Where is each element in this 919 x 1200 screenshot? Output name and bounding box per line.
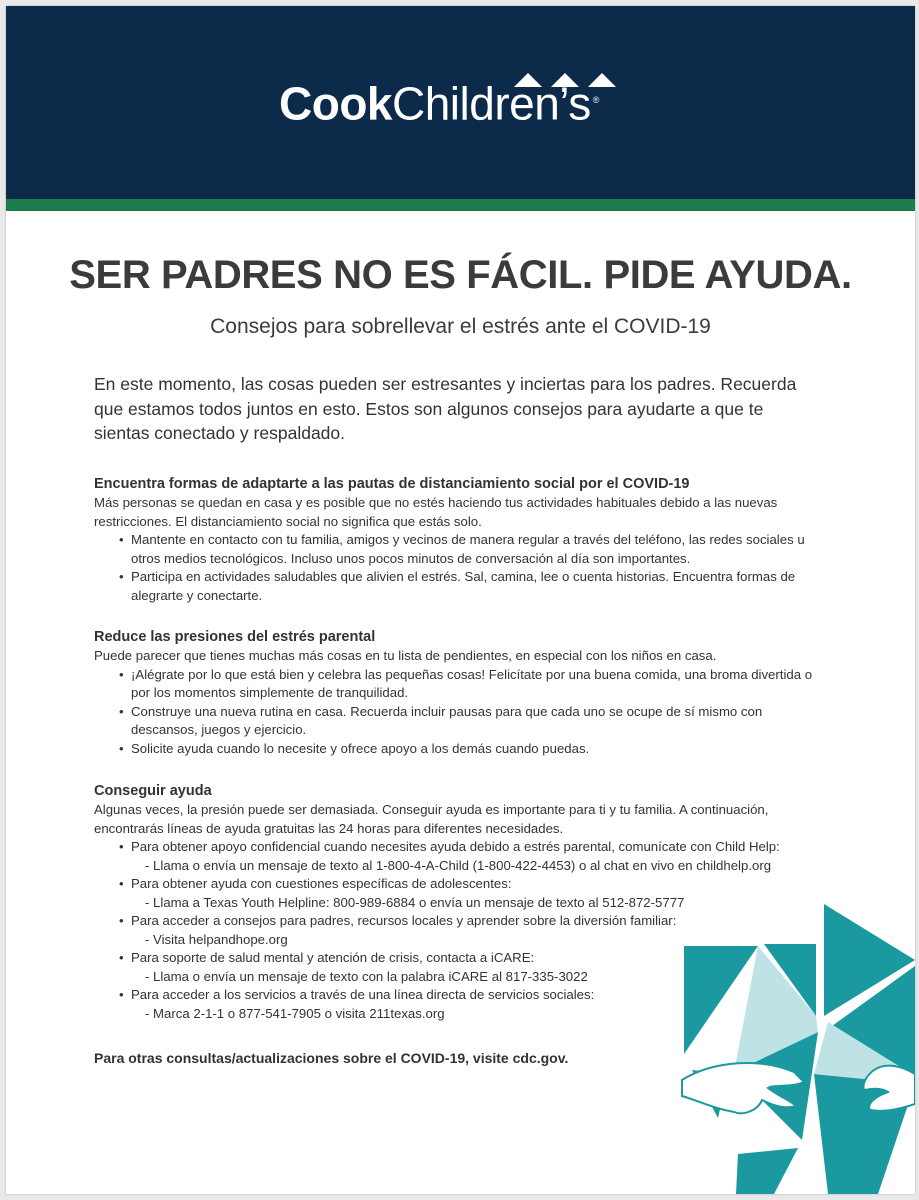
bullet-item	[94, 838, 824, 875]
logo-registered-mark: ®	[592, 95, 599, 105]
bullet-sub-item: - Llama o envía un mensaje de texto con la palabra iCARE al 817-335-3022	[145, 968, 588, 984]
bullet-item	[94, 666, 824, 703]
bullet-text: Para obtener ayuda con cuestiones específicas de adolescentes:	[131, 876, 512, 891]
bullet-text: Para acceder a los servicios a través de una línea directa de servicios sociales:	[131, 987, 595, 1002]
section-body: Algunas veces, la presión puede ser demasiada. Conseguir ayuda es importante para ti y tu familia. A continuación, encontrarás líneas de ayuda gratuitas las 24 horas para diferentes necesidades.	[94, 802, 769, 836]
bullet-text: Participa en actividades saludables que alivien el estrés. Sal, camina, lee o cuenta historias. Encuentra formas de alegrarte y conectarte.	[131, 569, 796, 603]
bullet-item	[94, 531, 824, 568]
page-title: SER PADRES NO ES FÁCIL. PIDE AYUDA.	[69, 253, 852, 297]
bullet-text: Para soporte de salud mental y atención de crisis, contacta a iCARE:	[131, 950, 535, 965]
footer-note: Para otras consultas/actualizaciones sobre el COVID-19, visite cdc.gov.	[94, 1050, 569, 1066]
bullet-sub-item: - Llama a Texas Youth Helpline: 800-989-6884 o envía un mensaje de texto al 512-872-5777	[145, 894, 685, 910]
logo-text-light: Children’s	[392, 77, 591, 130]
bullet-sub-item: - Visita helpandhope.org	[145, 931, 288, 947]
flyer-page	[6, 6, 915, 1194]
page-subtitle: Consejos para sobrellevar el estrés ante el COVID-19	[210, 315, 711, 338]
bullet-item	[94, 740, 824, 759]
section-social-distancing	[94, 474, 824, 605]
section-body: Más personas se quedan en casa y es posible que no estés haciendo tus actividades habituales debido a las nuevas restricciones. El distanciamiento social no significa que estás solo.	[94, 495, 778, 529]
bullet-list	[94, 531, 824, 605]
bullet-sub-item: - Marca 2-1-1 o 877-541-7905 o visita 211texas.org	[145, 1005, 445, 1021]
header-green-stripe	[6, 199, 915, 211]
bullet-text: Para obtener apoyo confidencial cuando necesites ayuda debido a estrés parental, comunícate con Child Help:	[131, 839, 780, 854]
cook-childrens-logo	[279, 70, 599, 133]
section-parental-stress	[94, 627, 824, 758]
bullet-item	[94, 568, 824, 605]
bullet-item	[94, 703, 824, 740]
section-heading: Conseguir ayuda	[94, 783, 212, 799]
bullet-sub-item: - Llama o envía un mensaje de texto al 1-800-4-A-Child (1-800-422-4453) o al chat en vivo en childhelp.org	[145, 857, 772, 873]
section-heading: Reduce las presiones del estrés parental	[94, 629, 376, 645]
header-banner	[6, 6, 915, 199]
bullet-text: Construye una nueva rutina en casa. Recuerda incluir pausas para que cada uno se ocupe de sí mismo con descansos, juegos y ejercicio.	[131, 703, 763, 737]
bullet-list	[94, 666, 824, 759]
logo-text-bold: Cook	[279, 77, 392, 130]
section-heading: Encuentra formas de adaptarte a las pautas de distanciamiento social por el COVID-19	[94, 476, 690, 492]
pinwheel-hands-graphic	[678, 904, 915, 1194]
bullet-text: Para acceder a consejos para padres, recursos locales y aprender sobre la diversión familiar:	[131, 913, 677, 928]
bullet-text: Solicite ayuda cuando lo necesite y ofrece apoyo a los demás cuando puedas.	[131, 740, 590, 756]
section-body: Puede parecer que tienes muchas más cosas en tu lista de pendientes, en especial con los niños en casa.	[94, 648, 717, 663]
bullet-text: ¡Alégrate por lo que está bien y celebra las pequeñas cosas! Felicítate por una buena comida, una broma divertida o por los momentos simplemente de tranquilidad.	[131, 666, 813, 700]
bullet-text: Mantente en contacto con tu familia, amigos y vecinos de manera regular a través del teléfono, las redes sociales u otros medios tecnológicos. Incluso unos pocos minutos de conversación al día son importantes.	[131, 532, 805, 566]
intro-paragraph: En este momento, las cosas pueden ser estresantes y inciertas para los padres. Recuerda que estamos todos juntos en esto. Estos son algunos consejos para ayudarte a que te sientas conectado y respaldado.	[94, 374, 797, 443]
